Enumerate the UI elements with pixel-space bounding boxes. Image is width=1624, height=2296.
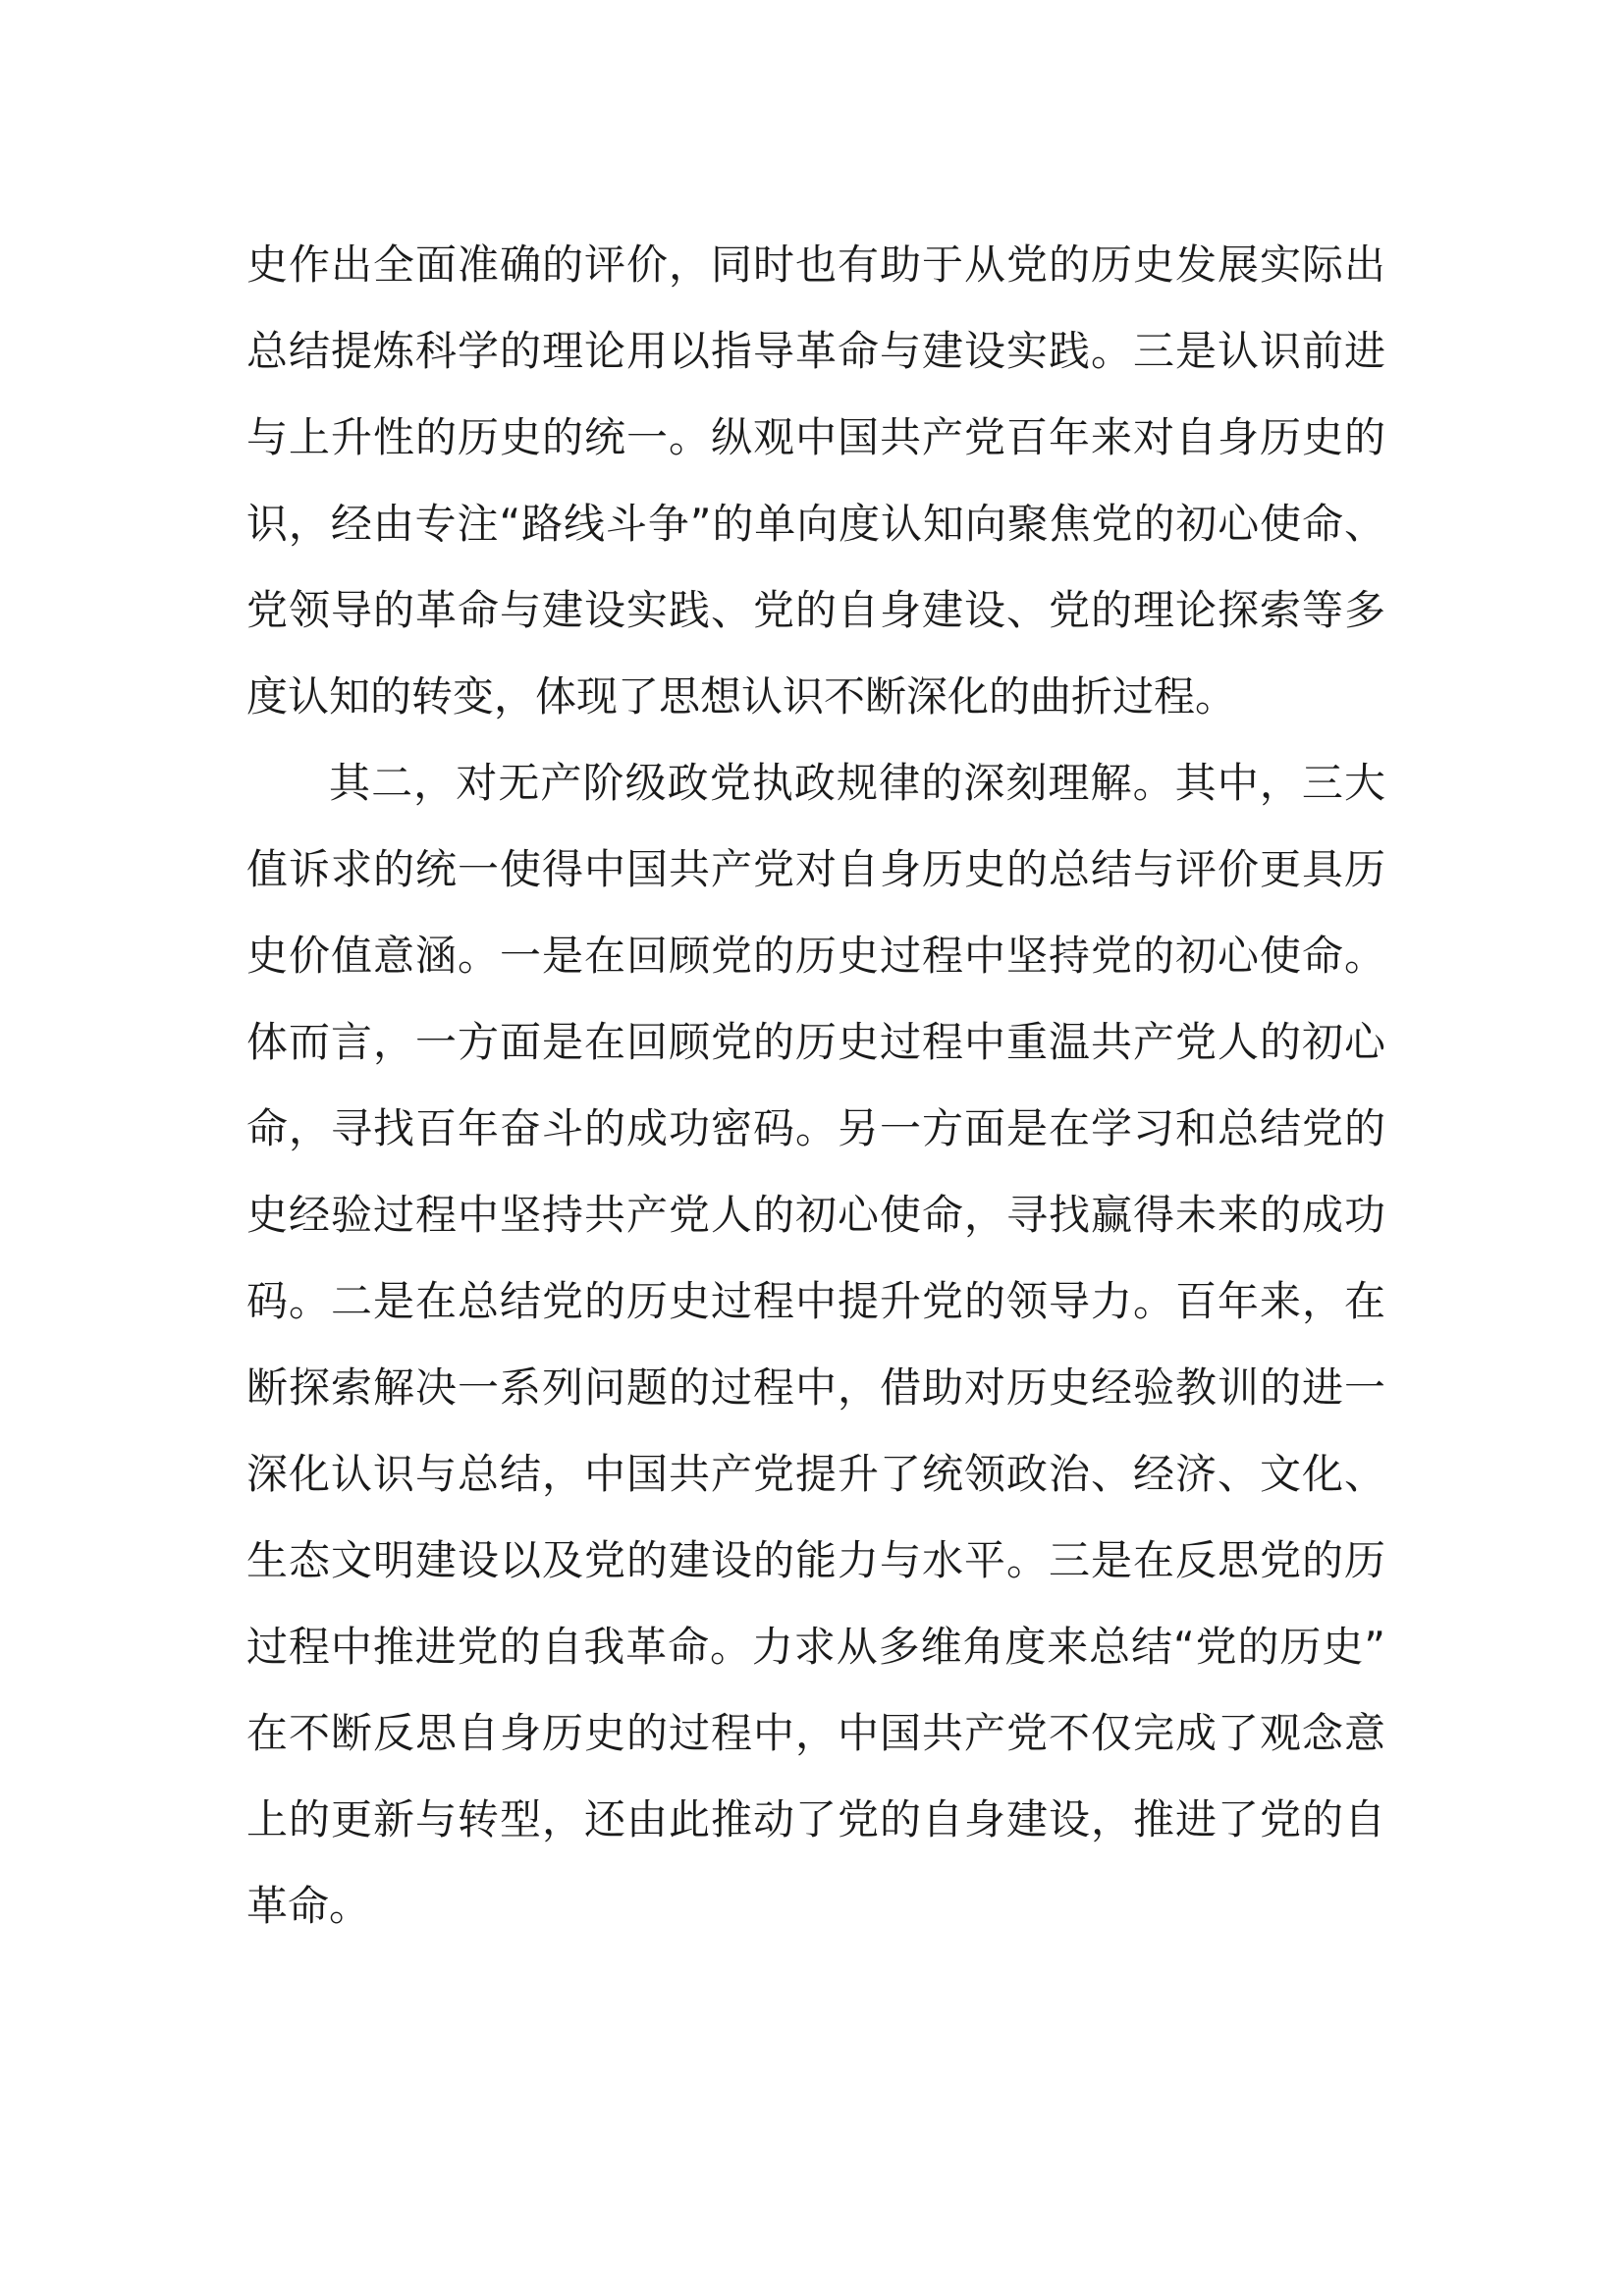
text-line: 其二，对无产阶级政党执政规律的深刻理解。其中，三大 (329, 759, 1385, 807)
text-line: 史价值意涵。一是在回顾党的历史过程中坚持党的初心使命。 (246, 932, 1385, 980)
text-line: 史作出全面准确的评价，同时也有助于从党的历史发展实际出 (246, 240, 1385, 289)
text-line: 总结提炼科学的理论用以指导革命与建设实践。三是认识前进 (246, 327, 1385, 375)
text-line: 值诉求的统一使得中国共产党对自身历史的总结与评价更具历 (246, 845, 1385, 893)
text-line: 党领导的革命与建设实践、党的自身建设、党的理论探索等多 (246, 586, 1385, 634)
text-line: 体而言，一方面是在回顾党的历史过程中重温共产党人的初心 (246, 1018, 1385, 1066)
text-line: 码。二是在总结党的历史过程中提升党的领导力。百年来，在 (246, 1277, 1385, 1325)
paragraph-2 (246, 740, 1385, 1949)
body-text (246, 222, 1385, 1949)
text-line: 过程中推进党的自我革命。力求从多维角度来总结“党的历史” (246, 1623, 1385, 1671)
text-line: 革命。 (246, 1882, 371, 1930)
text-line: 识，经由专注“路线斗争”的单向度认知向聚焦党的初心使命、 (246, 500, 1385, 548)
text-line: 深化认识与总结，中国共产党提升了统领政治、经济、文化、 (246, 1450, 1385, 1498)
paragraph-1 (246, 222, 1385, 740)
text-line: 断探索解决一系列问题的过程中，借助对历史经验教训的进一 (246, 1363, 1385, 1412)
text-line: 在不断反思自身历史的过程中，中国共产党不仅完成了观念意 (246, 1709, 1385, 1757)
text-line: 史经验过程中坚持共产党人的初心使命，寻找赢得未来的成功 (246, 1191, 1385, 1239)
text-line: 命，寻找百年奋斗的成功密码。另一方面是在学习和总结党的 (246, 1104, 1385, 1152)
text-line: 上的更新与转型，还由此推动了党的自身建设，推进了党的自 (246, 1795, 1385, 1843)
text-line: 度认知的转变，体现了思想认识不断深化的曲折过程。 (246, 672, 1237, 721)
text-line: 生态文明建设以及党的建设的能力与水平。三是在反思党的历 (246, 1536, 1385, 1584)
text-line: 与上升性的历史的统一。纵观中国共产党百年来对自身历史的 (246, 413, 1385, 461)
